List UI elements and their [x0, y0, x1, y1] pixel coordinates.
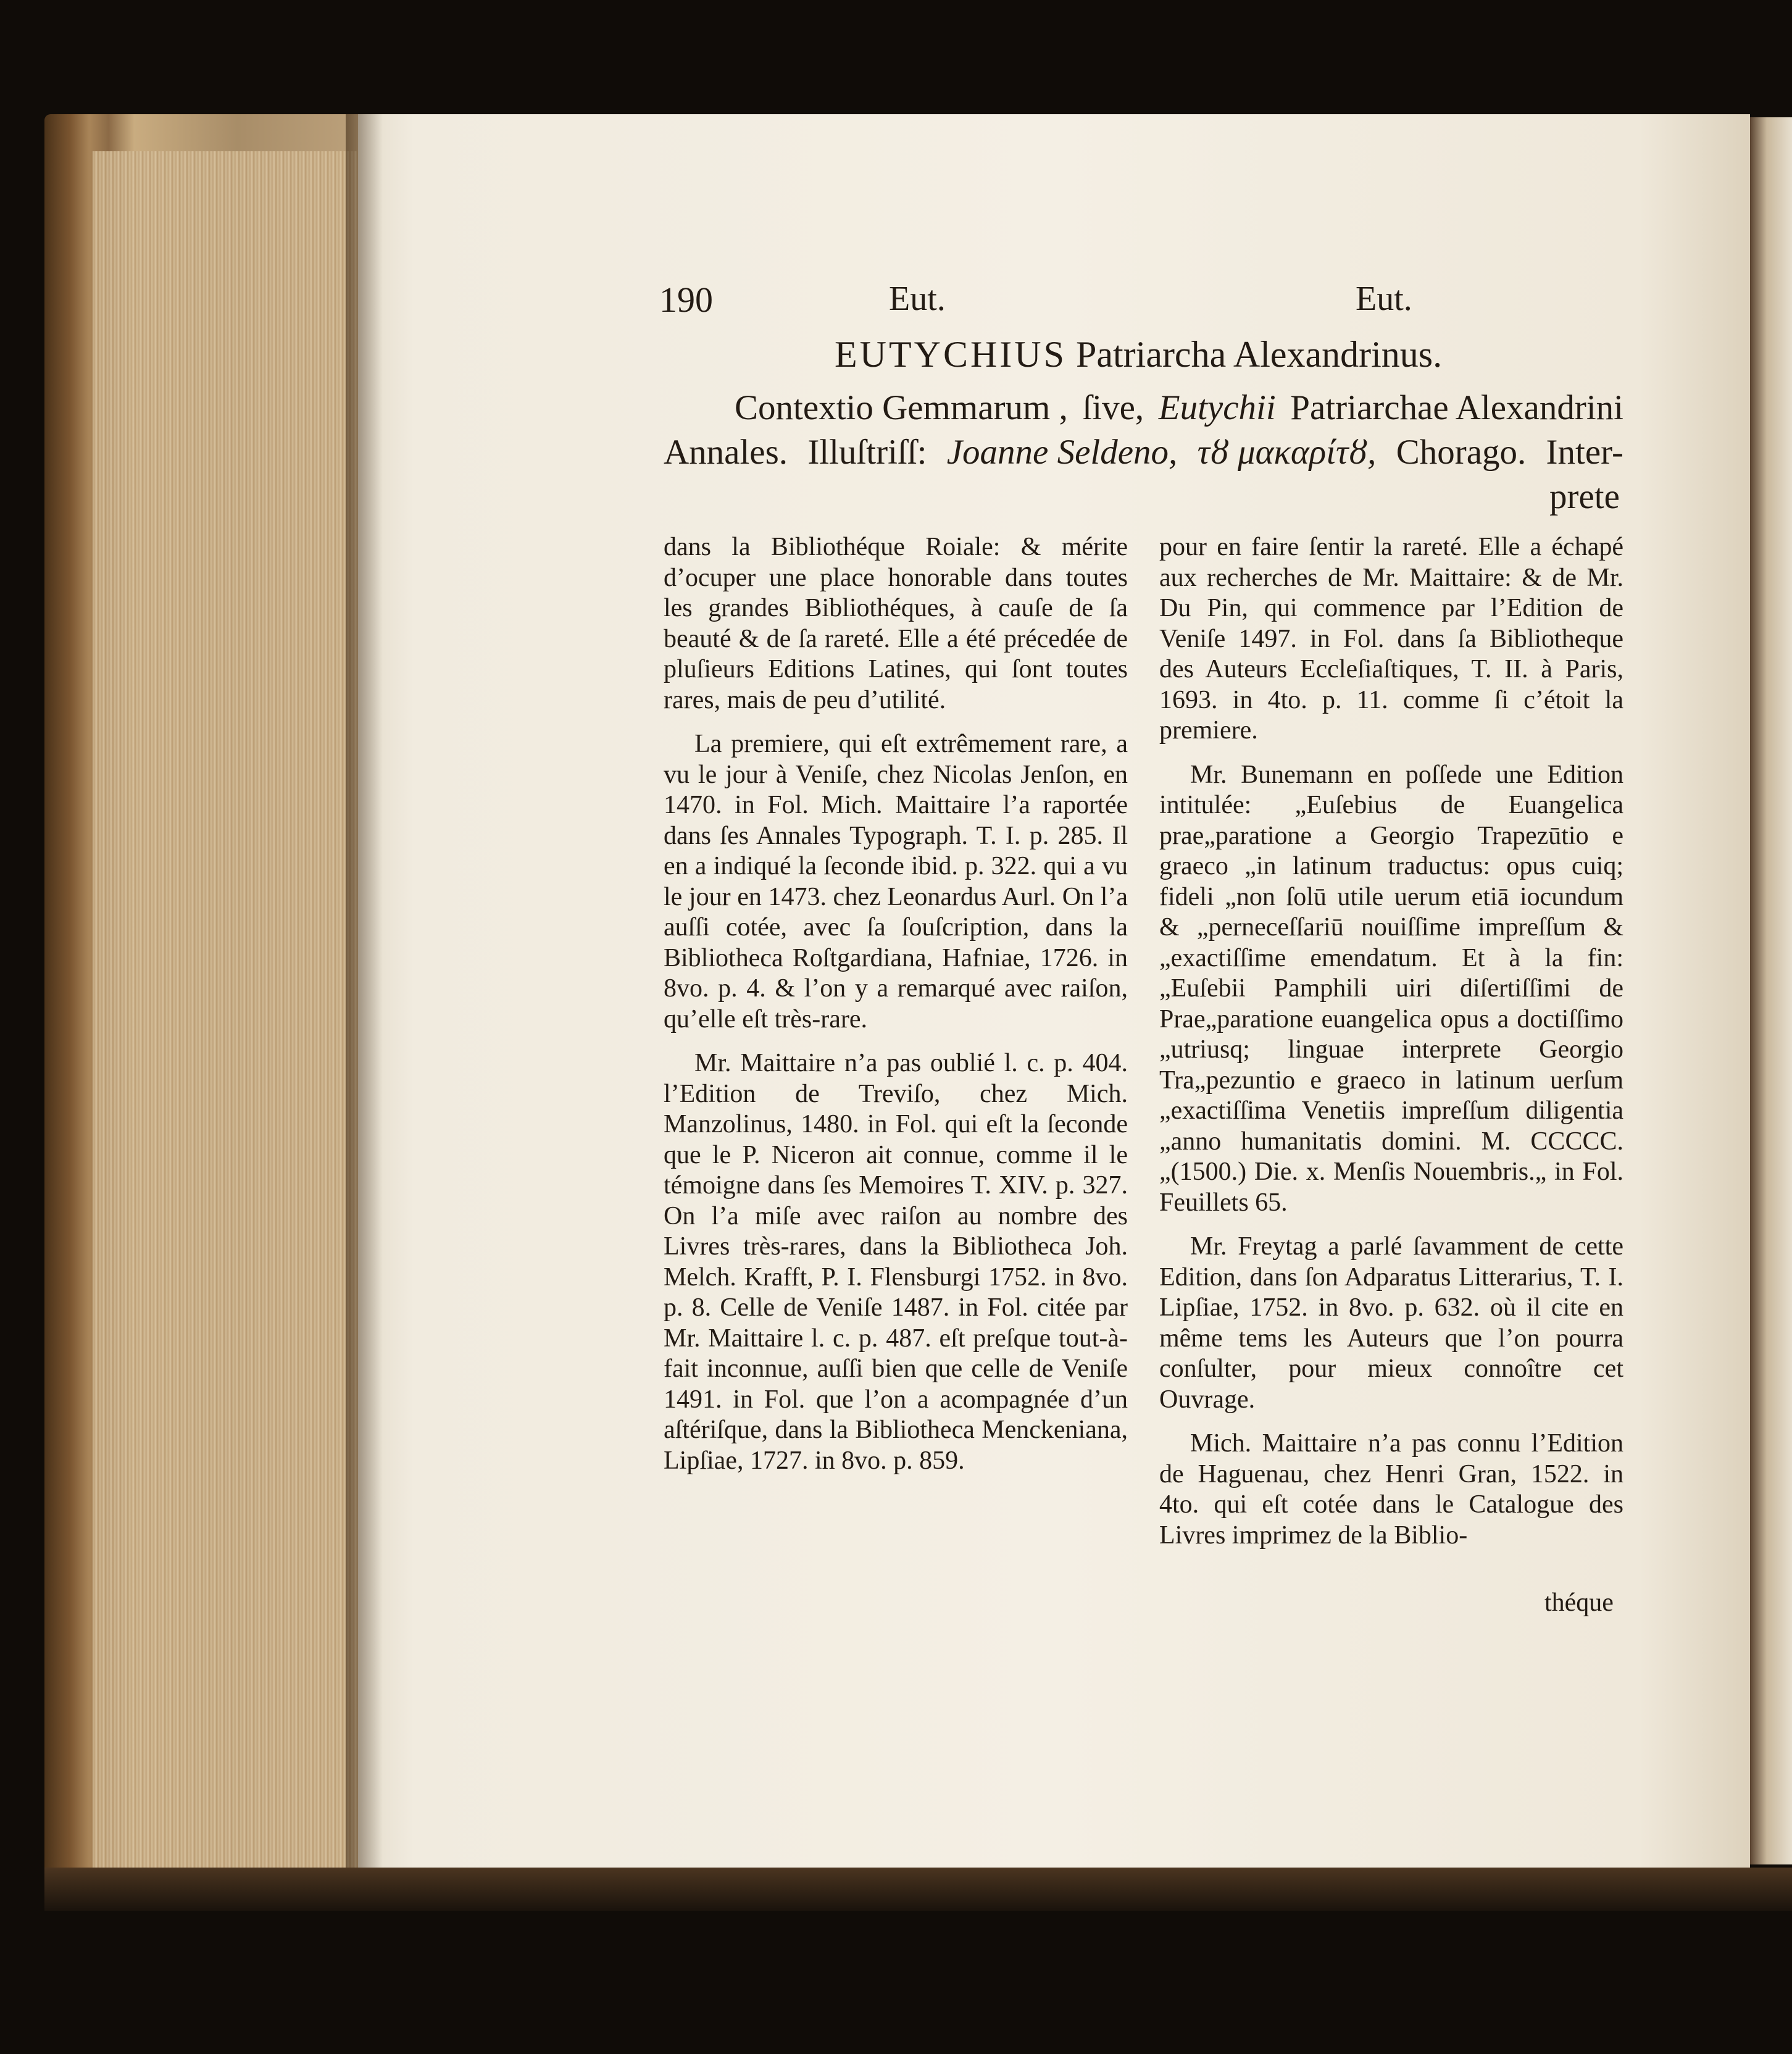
page-number: 190 [659, 280, 713, 320]
paragraph: Mich. Maittaire n’a pas connu l’Edition de Haguenau, chez Henri Gran, 1522. in 4to. qui eſt cotée dans le Catalogue des Livres imprimez de la Biblio- [1159, 1429, 1623, 1550]
paragraph: Mr. Freytag a parlé ſavamment de cette Edition, dans ſon Adparatus Litterarius, T. I. Lipſiae, 1752. in 8vo. p. 632. où il cite en même tems les Auteurs que l’on pourra conſulter, pour mieux connoître cet Ouvrage. [1159, 1232, 1623, 1414]
title-text: Illuſtriſſ: [807, 433, 927, 472]
title-text: Inter- [1546, 433, 1623, 472]
title-text: Chorago. [1396, 433, 1527, 472]
title-line-3: prete [1549, 477, 1620, 516]
title-text: Patriarchae Alexandrini [1290, 388, 1623, 427]
running-head-right: Eut. [1356, 280, 1412, 318]
title-text: Contextio Gemmarum , [735, 388, 1068, 427]
entry-heading-rest: Patriarcha Alexandrinus. [1076, 334, 1443, 375]
title-italic: Eutychii [1158, 388, 1276, 427]
page-block-edges [93, 151, 361, 1868]
running-head-left: Eut. [889, 280, 946, 318]
title-italic: Joanne Seldeno, [946, 433, 1178, 472]
paragraph: dans la Bibliothéque Roiale: & mérite d’ocuper une place honorable dans toutes les grandes Bibliothéques, à cauſe de ſa beauté & de ſa rareté. Elle a été précedée de pluſieurs Editions Latines, qui ſont toutes rares, mais de peu d’utilité. [664, 533, 1128, 714]
greek-phrase: τȣ μακαρίτȣ, [1197, 433, 1377, 472]
paragraph: Mr. Bunemann en poſſede une Edition intitulée: „Euſebius de Euangelica prae„paratione a Georgio Trapezūtio e graeco „in latinum traductus: opus cuiq; fideli „non ſolū utile uerum etiā iocundum & „perneceſſariū nouiſſime impreſſum & „exactiſſime emendatum. Et à la fin: „Euſebii Pamphili uiri diſertiſſimi de Prae„paratione euangelica opus a doctiſſimo „utriusq; linguae interprete Georgio Tra„pezuntio e graeco in latinum uerſum „exactiſſima Venetiis impreſſum diligentia „anno humanitatis domini. M. CCCCC. „(1500.) Die. x. Menſis Nouembris.„ in Fol. Feuillets 65. [1159, 760, 1623, 1217]
entry-heading [835, 333, 1442, 376]
gutter-shadow [346, 114, 383, 1868]
facing-page-edge [1750, 117, 1792, 1864]
title-text: Annales. [664, 433, 788, 472]
title-line-2 [664, 432, 1623, 472]
entry-heading-caps: EUTYCHIUS [835, 334, 1067, 375]
catchword: théque [1544, 1589, 1614, 1617]
left-column [664, 532, 1128, 1476]
title-text: ſive, [1082, 388, 1144, 427]
right-column [1159, 532, 1623, 1551]
paragraph: Mr. Maittaire n’a pas oublié l. c. p. 404. l’Edition de Treviſo, chez Mich. Manzolinus, 1480. in Fol. qui eſt la ſeconde que le P. Niceron ait connue, comme il le témoigne dans ſes Memoires T. XIV. p. 327. On l’a miſe avec raiſon au nombre des Livres très-rares, dans la Bibliotheca Joh. Melch. Krafft, P. I. Flensburgi 1752. in 8vo. p. 8. Celle de Veniſe 1487. in Fol. citée par Mr. Maittaire l. c. p. 487. eſt preſque tout-à-fait inconnue, auſſi bien que celle de Veniſe 1491. in Fol. que l’on a acompagnée d’un aſtériſque, dans la Bibliotheca Menckeniana, Lipſiae, 1727. in 8vo. p. 859. [664, 1049, 1128, 1475]
bottom-shadow [44, 1868, 1792, 1911]
paragraph: pour en faire ſentir la rareté. Elle a échapé aux recherches de Mr. Maittaire: & de Mr. Du Pin, qui commence par l’Edition de Veniſe 1497. in Fol. dans ſa Bibliotheque des Auteurs Eccleſiaſtiques, T. II. à Paris, 1693. in 4to. p. 11. comme ſi c’étoit la premiere. [1159, 533, 1623, 745]
paragraph: La premiere, qui eſt extrêmement rare, a vu le jour à Veniſe, chez Nicolas Jenſon, en 1470. in Fol. Mich. Maittaire l’a raportée dans ſes Annales Typograph. T. I. p. 285. Il en a indiqué la ſeconde ibid. p. 322. qui a vu le jour en 1473. chez Leonardus Aurl. On l’a auſſi cotée, avec ſa ſouſcription, dans la Bibliotheca Roſtgardiana, Hafniae, 1726. in 8vo. p. 4. & l’on y a remarqué avec raiſon, qu’elle eſt très-rare. [664, 730, 1128, 1033]
title-line-1 [735, 388, 1623, 428]
